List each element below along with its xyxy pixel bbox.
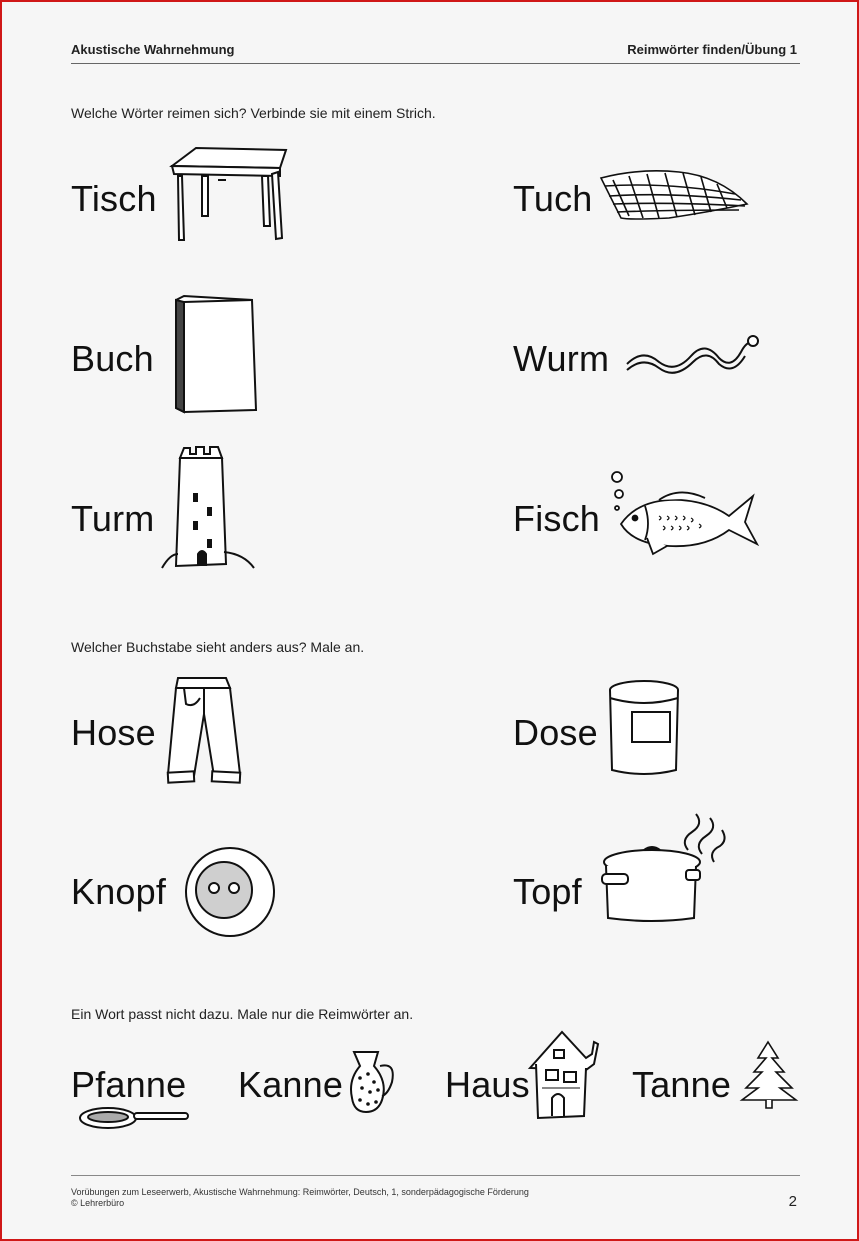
word-haus: Haus [445, 1064, 530, 1105]
jug-icon [348, 1048, 396, 1114]
button-icon [184, 846, 276, 938]
word-pfanne: Pfanne [71, 1064, 187, 1105]
book-icon [172, 294, 260, 416]
word-fisch: Fisch [513, 498, 601, 539]
word-tanne: Tanne [632, 1064, 732, 1105]
page-number: 2 [788, 1193, 797, 1210]
section3-instruction: Ein Wort passt nicht dazu. Male nur die Reimwörter an. [71, 1006, 414, 1022]
word-wurm: Wurm [513, 338, 610, 379]
word-dose: Dose [513, 712, 598, 753]
fish-icon [609, 468, 761, 558]
worm-icon [623, 332, 761, 376]
footer-copyright: © Lehrerbüro [71, 1198, 125, 1208]
trousers-icon [164, 674, 244, 786]
cloth-icon [599, 168, 751, 222]
word-buch: Buch [71, 338, 154, 379]
word-tisch: Tisch [71, 178, 157, 219]
section1-instruction: Welche Wörter reimen sich? Verbinde sie mit einem Strich. [71, 105, 436, 121]
pot-icon [602, 810, 730, 924]
section2-instruction: Welcher Buchstabe sieht anders aus? Male an. [71, 639, 365, 655]
can-icon [608, 678, 680, 778]
footer-credit [71, 1187, 529, 1209]
house-icon [528, 1028, 600, 1122]
footer-source: Vorübungen zum Leseerwerb, Akustische Wahrnehmung: Reimwörter, Deutsch, 1, sonderpädagogische Förderung [71, 1187, 529, 1197]
word-hose: Hose [71, 712, 156, 753]
fir-tree-icon [738, 1040, 800, 1110]
tower-icon [160, 444, 258, 572]
word-topf: Topf [513, 871, 582, 912]
table-icon [168, 146, 290, 244]
word-turm: Turm [71, 498, 155, 539]
word-tuch: Tuch [513, 178, 593, 219]
footer-rule [71, 1175, 800, 1176]
header-topic: Akustische Wahrnehmung [71, 42, 235, 57]
header-rule [71, 63, 800, 64]
word-kanne: Kanne [238, 1064, 344, 1105]
word-knopf: Knopf [71, 871, 167, 912]
header-exercise: Reimwörter finden/Übung 1 [627, 42, 797, 57]
pan-icon [78, 1104, 192, 1134]
